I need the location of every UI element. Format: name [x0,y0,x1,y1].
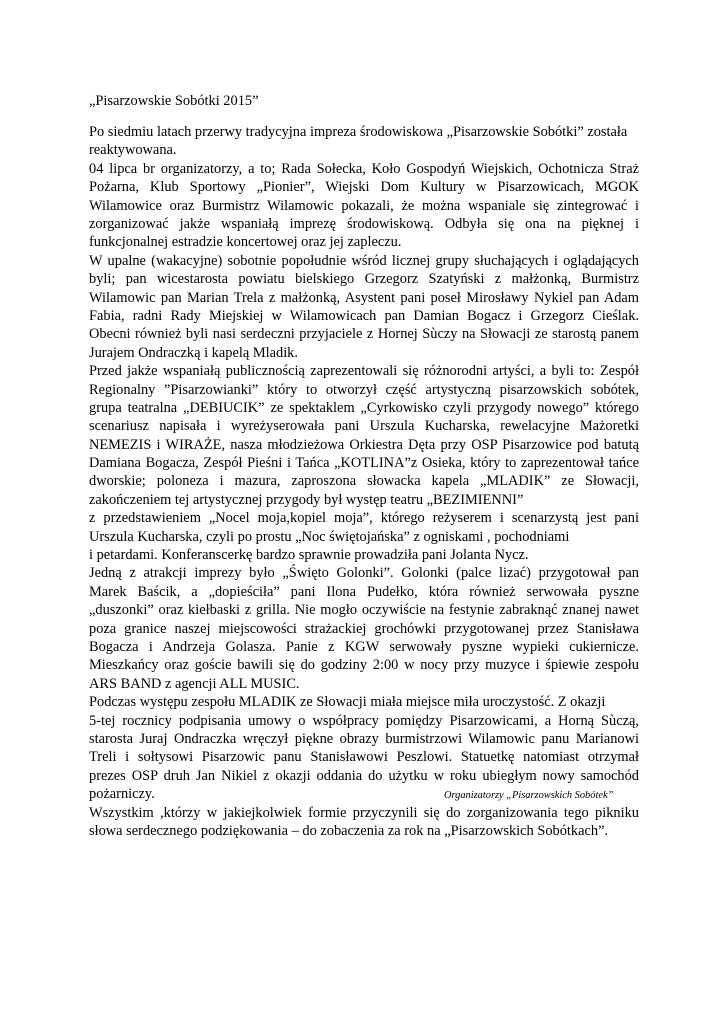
body-line: 5-tej rocznicy podpisania umowy o współpracy pomiędzy Pisarzowicami, a Horną Sùczą, [89,712,639,729]
body-line: Wszystkim ,którzy w jakiejkolwiek formie przyczynili się do zorganizowania tego pikniku [89,804,639,821]
body-line: grupa teatralna „DEBIUCIK” ze spektaklem „Cyrkowisko czyli przygody nowego” którego [89,399,639,416]
body-line: zorganizować jakże wspaniałą imprezę środowiskową. Odbyła się ona na pięknej i [89,215,639,232]
body-line: poza granice naszej miejscowości strażackiej grochówki przygotowanej przez Stanisława [89,620,639,637]
body-line: Treli i sołtysowi Pisarzowic panu Stanisławowi Peszlowi. Statuetkę natomiast otrzymał [89,749,639,766]
body-line: Wilamowice oraz Burmistrz Wilamowic pokazali, że można wspaniale się zintegrować i [89,197,639,214]
body-line: Regionalny ”Pisarzowianki” który to otworzył część artystyczną pisarzowskich sobótek, [89,381,639,398]
body-line: pożarniczy. [89,786,155,803]
body-line: byli; pan wicestarosta powiatu bielskiego Grzegorz Szatyński z małżonką, Burmistrz [89,271,639,288]
body-line: NEMEZIS i WIRAŻE, nasza młodzieżowa Orkiestra Dęta przy OSP Pisarzowice pod batutą [89,436,639,453]
body-line: Mieszkańcy oraz goście bawili się do godziny 2:00 w nocy przy muzyce i śpiewie zespołu [89,657,639,674]
body-line: Fabia, radni Rady Miejskiej w Wilamowicach pan Damian Bogacz i Grzegorz Cieślak. [89,307,639,324]
body-line: prezes OSP druh Jan Nikiel z okazji oddania do użytku w roku ubiegłym nowy samochód [89,767,639,784]
body-line: Urszula Kucharska, czyli po prostu „Noc świętojańska” z ogniskami , pochodniami [89,528,570,545]
body-line: Bogacza i Andrzeja Golasza. Panie z KGW serwowały pyszne wypieki cukiernicze. [89,639,639,656]
body-line: słowa serdecznego podziękowania – do zobaczenia za rok na „Pisarzowskich Sobótkach”. [89,823,609,839]
body-line: ARS BAND z agencji ALL MUSIC. [89,675,300,692]
body-line: Po siedmiu latach przerwy tradycyjna impreza środowiskowa „Pisarzowskie Sobótki” została [89,124,628,140]
body-line: 04 lipca br organizatorzy, a to; Rada Sołecka, Koło Gospodyń Wiejskich, Ochotnicza Straż [89,160,639,177]
body-line: W upalne (wakacyjne) sobotnie popołudnie wśród licznej grupy słuchających i oglądających [89,252,639,269]
body-line: zakończeniem tej artystycznej przygody był występ teatru „BEZIMIENNI” [89,491,524,508]
body-line: Jurajem Ondraczką i kapelą Mladik. [89,344,298,361]
body-line: dworskie; poloneza i mazura, zaproszona słowacka kapela „MLADIK” ze Słowacji, [89,473,639,490]
body-line: Pożarna, Klub Sportowy „Pionier”, Wiejski Dom Kultury w Pisarzowicach, MGOK [89,179,639,196]
body-line: reaktywowana. [89,142,177,159]
body-line: Przed jakże wspaniałą publicznością zaprezentowali się różnorodni artyści, a byli to: Zespół [89,363,639,380]
body-line: funkcjonalnej estradzie koncertowej oraz jej zapleczu. [89,234,402,251]
body-line: Damiana Bogacza, Zespół Pieśni i Tańca „KOTLINA”z Osieka, który to zaprezentował tańce [89,455,639,472]
body-line: scenariusz napisała i wyreżyserowała pani Urszula Kucharska, rewelacyjne Mażoretki [89,418,639,435]
document-body [89,123,639,840]
body-line: Marek Baścik, a „dopieściła” pani Ilona Pudełko, która również serwowała pyszne [89,583,639,600]
body-line: Wilamowic pan Marian Trela z małżonką, Asystent pani poseł Mirosławy Nykiel pan Adam [89,289,639,306]
body-line: i petardami. Konferanscerkę bardzo sprawnie prowadziła pani Jolanta Nycz. [89,547,529,564]
body-line: starosta Juraj Ondraczka wręczył piękne obrazy burmistrzowi Wilamowic panu Marianowi [89,731,639,748]
signature: Organizatorzy „Pisarzowskich Sobótek” [444,790,614,801]
body-line: Jedną z atrakcji imprezy było „Święto Golonki”. Golonki (palce lizać) przygotował pan [89,565,639,582]
body-line: Obecni również byli nasi serdeczni przyjaciele z Hornej Sùczy na Słowacji ze starostą panem [89,326,639,343]
body-line: z przedstawieniem „Nocel moja,kopiel moja”, którego reżyserem i scenarzystą jest pani [89,510,639,527]
body-line: Podczas występu zespołu MLADIK ze Słowacji miała miejsce miła uroczystość. Z okazji [89,694,606,711]
document-title: „Pisarzowskie Sobótki 2015” [89,93,259,109]
body-line: „duszonki” oraz kiełbaski z grilla. Nie mogło oczywiście na festynie zabraknąć znanej nawet [89,602,639,619]
